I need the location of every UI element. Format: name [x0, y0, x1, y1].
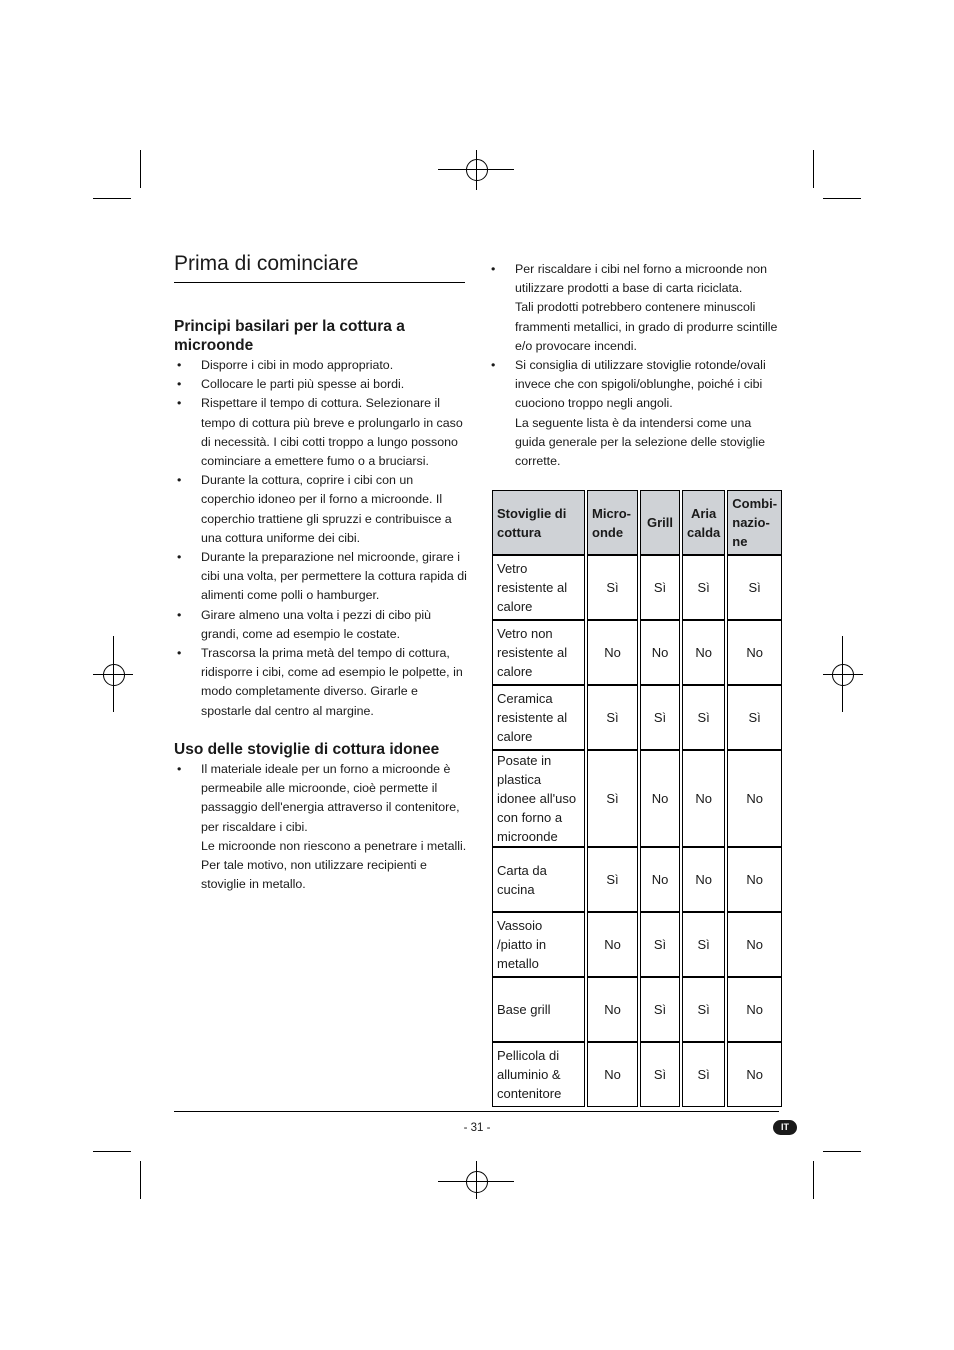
list-item-continuation: Tali prodotti potrebbero contenere minuscoli frammenti metallici, in grado di produrre scintille e/o provocare incendi.	[515, 300, 778, 353]
suitability-cell: Sì	[682, 685, 725, 750]
column-header-microwave: Micro-onde	[587, 490, 638, 555]
cookware-label-cell: Vetro resistente al calore	[492, 555, 585, 620]
suitability-cell: Sì	[682, 555, 725, 620]
suitability-cell: Sì	[727, 555, 782, 620]
crop-mark	[823, 198, 861, 199]
language-badge: IT	[773, 1120, 797, 1135]
list-item-text: Per riscaldare i cibi nel forno a microonde non utilizzare prodotti a base di carta riciclata.	[515, 262, 768, 296]
table-row	[492, 912, 782, 977]
list-item	[488, 356, 780, 471]
suitability-cell: No	[587, 1042, 638, 1107]
suitability-cell: Sì	[640, 912, 680, 977]
cookware-list	[174, 760, 467, 894]
suitability-cell: No	[587, 912, 638, 977]
suitability-cell: Sì	[682, 1042, 725, 1107]
list-item	[174, 760, 467, 894]
table-row	[492, 847, 782, 912]
suitability-cell: No	[640, 620, 680, 685]
cookware-label-cell: Posate in plastica idonee all'uso con forno a microonde	[492, 750, 585, 847]
crop-mark	[140, 150, 141, 188]
table-row	[492, 977, 782, 1042]
suitability-cell: No	[727, 750, 782, 847]
list-item-continuation: Le microonde non riescono a penetrare i metalli. Per tale motivo, non utilizzare recipienti e stoviglie in metallo.	[201, 838, 467, 892]
suitability-cell: No	[640, 847, 680, 912]
crop-mark	[140, 1161, 141, 1199]
section-heading-cooking-principles: Principi basilari per la cottura a microonde	[174, 318, 405, 354]
suitability-cell: Sì	[587, 685, 638, 750]
suitability-cell: No	[682, 847, 725, 912]
suitability-cell: No	[727, 977, 782, 1042]
list-item-text: Il materiale ideale per un forno a microonde è permeabile alle microonde, cioè permette il passaggio dell'energia attraverso il contenitore, per riscaldare i cibi.	[201, 762, 460, 834]
cookware-label-cell: Pellicola di alluminio & contenitore	[492, 1042, 585, 1107]
table-row	[492, 555, 782, 620]
suitability-cell: No	[682, 620, 725, 685]
page-number: - 31 -	[463, 1122, 491, 1134]
suitability-cell: Sì	[640, 977, 680, 1042]
suitability-cell: Sì	[640, 1042, 680, 1107]
cookware-label-cell: Vassoio /piatto in metallo	[492, 912, 585, 977]
table-row	[492, 620, 782, 685]
title-rule	[174, 282, 465, 283]
table-row	[492, 750, 782, 847]
crop-mark	[93, 1151, 131, 1152]
suitability-cell: No	[587, 620, 638, 685]
table-header-row	[492, 490, 782, 555]
crop-mark	[823, 1151, 861, 1152]
list-item: • Girare almeno una volta i pezzi di cibo più grandi, come ad esempio le costate.	[174, 606, 467, 644]
crop-mark	[93, 198, 131, 199]
suitability-cell: Sì	[587, 555, 638, 620]
suitability-cell: Sì	[682, 912, 725, 977]
suitability-cell: Sì	[587, 847, 638, 912]
footer-rule	[174, 1111, 779, 1112]
suitability-cell: No	[682, 750, 725, 847]
list-item: • Durante la preparazione nel microonde, girare i cibi una volta, per permettere la cottura rapida di alimenti come polli o hamburger.	[174, 548, 467, 606]
cookware-label-cell: Base grill	[492, 977, 585, 1042]
cookware-label-cell: Carta da cucina	[492, 847, 585, 912]
section-heading-cookware: Uso delle stoviglie di cottura idonee	[174, 741, 440, 758]
cookware-label-cell: Ceramica resistente al calore	[492, 685, 585, 750]
list-item-text: Si consiglia di utilizzare stoviglie rotonde/ovali invece che con spigoli/oblunghe, poiché i cibi cuociono troppo negli angoli.	[515, 358, 766, 411]
cookware-label-cell: Vetro non resistente al calore	[492, 620, 585, 685]
list-item: • Disporre i cibi in modo appropriato.	[174, 356, 467, 375]
list-item: • Collocare le parti più spesse ai bordi.	[174, 375, 467, 394]
crop-mark	[813, 150, 814, 188]
page-title: Prima di cominciare	[174, 252, 359, 275]
suitability-cell: No	[640, 750, 680, 847]
right-column-list	[488, 260, 780, 471]
suitability-cell: No	[727, 912, 782, 977]
suitability-cell: Sì	[587, 750, 638, 847]
table-row	[492, 685, 782, 750]
list-item	[488, 260, 780, 356]
cooking-principles-list	[174, 356, 467, 721]
suitability-cell: No	[727, 1042, 782, 1107]
crop-mark	[813, 1161, 814, 1199]
column-header-hot-air: Aria calda	[682, 490, 725, 555]
list-item-continuation: La seguente lista è da intendersi come una guida generale per la selezione delle stoviglie corrette.	[515, 415, 766, 469]
suitability-cell: Sì	[640, 685, 680, 750]
suitability-cell: No	[587, 977, 638, 1042]
list-item: • Rispettare il tempo di cottura. Selezionare il tempo di cottura più breve e prolungarlo in caso di necessità. I cibi cotti troppo a lungo possono cominciare a emettere fumo o a bruciarsi.	[174, 394, 467, 471]
suitability-cell: No	[727, 847, 782, 912]
column-header-combination: Combi-nazio-ne	[727, 490, 782, 555]
table-row	[492, 1042, 782, 1107]
cookware-table	[490, 490, 784, 1107]
suitability-cell: Sì	[682, 977, 725, 1042]
suitability-cell: No	[727, 620, 782, 685]
column-header-grill: Grill	[640, 490, 680, 555]
suitability-cell: Sì	[640, 555, 680, 620]
column-header-cookware: Stoviglie di cottura	[492, 490, 585, 555]
list-item: • Trascorsa la prima metà del tempo di cottura, ridisporre i cibi, come ad esempio le polpette, in modo completamente diverso. Girarle e spostarle dal centro al margine.	[174, 644, 467, 721]
suitability-cell: Sì	[727, 685, 782, 750]
list-item: • Durante la cottura, coprire i cibi con un coperchio idoneo per il forno a microonde. Il coperchio trattiene gli spruzzi e contribuisce a una cottura uniforme dei cibi.	[174, 471, 467, 548]
